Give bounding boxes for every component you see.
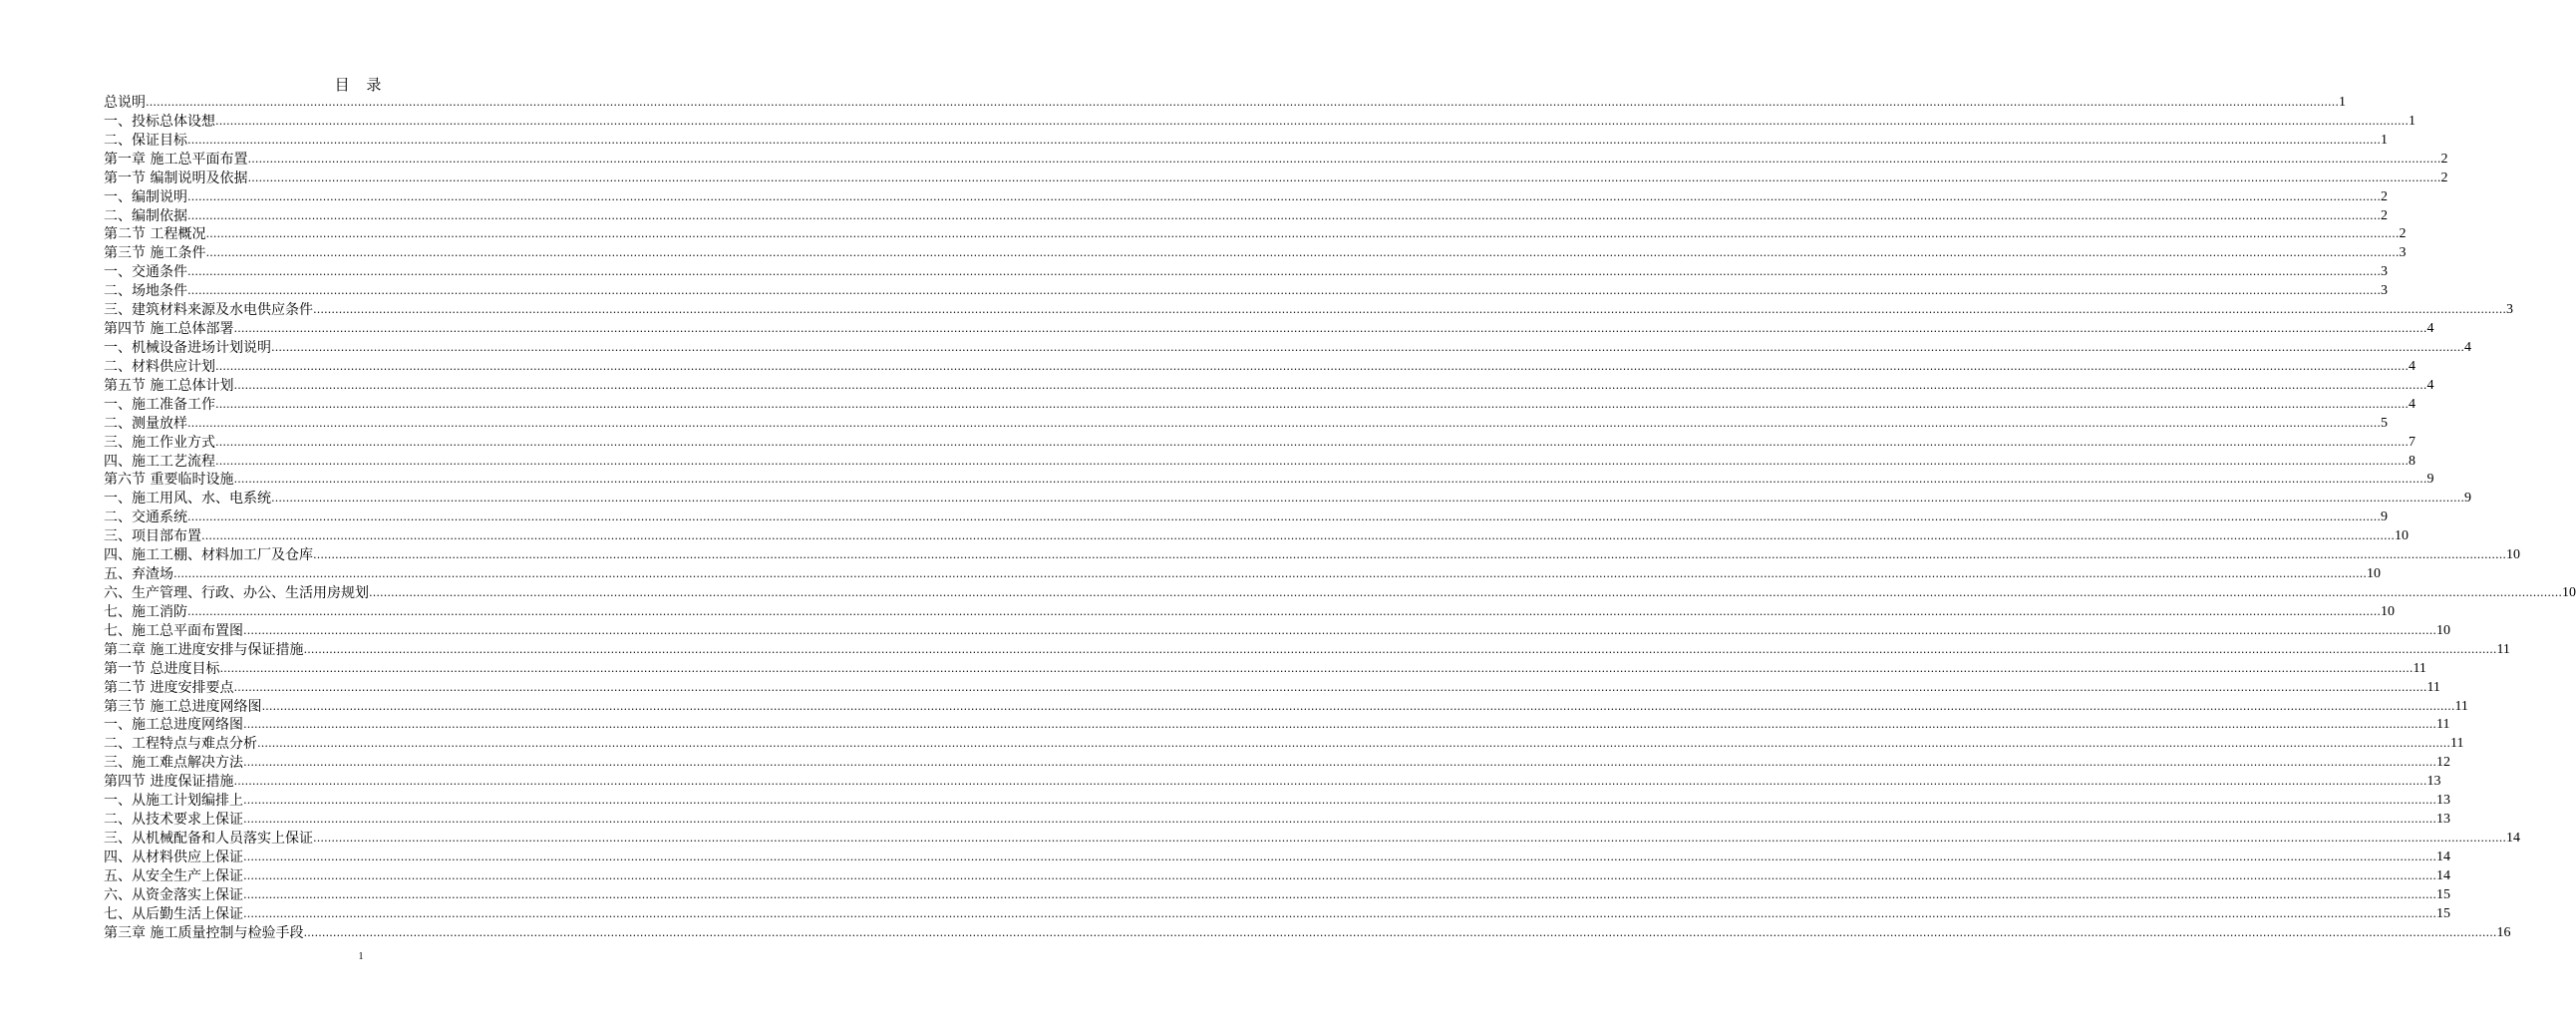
toc-entry-page: 15 — [2436, 905, 2450, 921]
toc-leader-dots: …………………………………………………………………………………………………………………………………………………………………………………………………………………………………………………………………………………………………………………………………………………………………………………………………………………………………………………………………………………………………………………………………………………… — [243, 623, 2436, 637]
toc-entry[interactable] — [104, 660, 2426, 679]
toc-entry-title: 第四节 施工总体部署 — [104, 321, 234, 338]
toc-leader-dots: …………………………………………………………………………………………………………………………………………………………………………………………………………………………………………………………………………………………………………………………………………………………………………………………………………………………………………………………………………………………………………………………………………………… — [247, 170, 2441, 184]
toc-entry-page: 4 — [2464, 339, 2471, 355]
toc-leader-dots: …………………………………………………………………………………………………………………………………………………………………………………………………………………………………………………………………………………………………………………………………………………………………………………………………………………………………………………………………………………………………………………………………………………… — [313, 303, 2506, 317]
toc-entry-title: 三、施工难点解决方法 — [104, 755, 243, 772]
toc-entry-page: 10 — [2381, 603, 2395, 619]
toc-entry-title: 七、从后勤生活上保证 — [104, 905, 243, 922]
toc-entry[interactable] — [104, 94, 2346, 113]
toc-entry[interactable] — [104, 754, 2450, 773]
toc-entry[interactable] — [104, 415, 2388, 434]
toc-entry[interactable] — [104, 584, 2576, 603]
toc-leader-dots: …………………………………………………………………………………………………………………………………………………………………………………………………………………………………………………………………………………………………………………………………………………………………………………………………………………………………………………………………………………………………………………………………………………… — [173, 567, 2367, 581]
toc-entry-title: 第五节 施工总体计划 — [104, 377, 234, 394]
toc-entry-title: 七、施工总平面布置图 — [104, 622, 243, 639]
toc-entry-title: 第二章 施工进度安排与保证措施 — [104, 641, 304, 658]
toc-entry[interactable] — [104, 849, 2450, 867]
toc-leader-dots: …………………………………………………………………………………………………………………………………………………………………………………………………………………………………………………………………………………………………………………………………………………………………………………………………………………………………………………………………………………………………………………………………………………… — [313, 831, 2506, 845]
toc-entry[interactable] — [104, 320, 2434, 339]
toc-leader-dots: …………………………………………………………………………………………………………………………………………………………………………………………………………………………………………………………………………………………………………………………………………………………………………………………………………………………………………………………………………………………………………………………………………………… — [187, 604, 2381, 618]
toc-entry-page: 10 — [2562, 584, 2576, 600]
toc-entry-title: 第二节 工程概况 — [104, 226, 206, 243]
toc-entry[interactable] — [104, 773, 2441, 792]
toc-entry-title: 第一节 总进度目标 — [104, 660, 220, 677]
toc-leader-dots: …………………………………………………………………………………………………………………………………………………………………………………………………………………………………………………………………………………………………………………………………………………………………………………………………………………………………………………………………………………………………………………………………………………… — [187, 265, 2381, 279]
toc-entry-title: 第三节 施工总进度网络图 — [104, 698, 262, 715]
toc-leader-dots: …………………………………………………………………………………………………………………………………………………………………………………………………………………………………………………………………………………………………………………………………………………………………………………………………………………………………………………………………………………………………………………………………………………… — [215, 397, 2409, 411]
toc-entry-title: 六、生产管理、行政、办公、生活用房规划 — [104, 584, 369, 601]
toc-entry-page: 2 — [2399, 226, 2407, 242]
toc-leader-dots: …………………………………………………………………………………………………………………………………………………………………………………………………………………………………………………………………………………………………………………………………………………………………………………………………………………………………………………………………………………………………………………………………………………… — [187, 189, 2381, 203]
toc-leader-dots: …………………………………………………………………………………………………………………………………………………………………………………………………………………………………………………………………………………………………………………………………………………………………………………………………………………………………………………………………………………………………………………………………………………… — [271, 492, 2464, 506]
toc-entry[interactable] — [104, 811, 2450, 830]
toc-entry-page: 11 — [2496, 641, 2510, 657]
toc-entry[interactable] — [104, 527, 2409, 546]
toc-entry[interactable] — [104, 867, 2450, 886]
toc-leader-dots: …………………………………………………………………………………………………………………………………………………………………………………………………………………………………………………………………………………………………………………………………………………………………………………………………………………………………………………………………………………………………………………………………………………… — [215, 435, 2409, 449]
toc-entry-page: 3 — [2381, 264, 2388, 280]
toc-entry-page: 10 — [2436, 622, 2450, 638]
toc-leader-dots: …………………………………………………………………………………………………………………………………………………………………………………………………………………………………………………………………………………………………………………………………………………………………………………………………………………………………………………………………………………………………………………………………………………… — [219, 661, 2414, 675]
toc-entry[interactable] — [104, 565, 2381, 584]
toc-entry[interactable] — [104, 509, 2388, 527]
toc-entry-page: 2 — [2440, 151, 2448, 167]
toc-entry-title: 三、从机械配备和人员落实上保证 — [104, 830, 313, 847]
toc-entry[interactable] — [104, 188, 2388, 207]
toc-leader-dots: …………………………………………………………………………………………………………………………………………………………………………………………………………………………………………………………………………………………………………………………………………………………………………………………………………………………………………………………………………………………………………………………………………………… — [215, 454, 2409, 468]
toc-entry-page: 14 — [2436, 849, 2450, 864]
toc-entry-page: 2 — [2381, 188, 2388, 204]
toc-entry-page: 3 — [2381, 283, 2388, 299]
toc-entry-title: 第六节 重要临时设施 — [104, 472, 234, 489]
toc-entry[interactable] — [104, 225, 2407, 244]
toc-entry-title: 一、投标总体设想 — [104, 113, 215, 130]
toc-entry-page: 13 — [2436, 793, 2450, 809]
toc-entry[interactable] — [104, 282, 2388, 301]
toc-entry-title: 一、施工准备工作 — [104, 396, 215, 413]
toc-leader-dots: …………………………………………………………………………………………………………………………………………………………………………………………………………………………………………………………………………………………………………………………………………………………………………………………………………………………………………………………………………………………………………………………………………………… — [187, 284, 2381, 298]
toc-leader-dots: …………………………………………………………………………………………………………………………………………………………………………………………………………………………………………………………………………………………………………………………………………………………………………………………………………………………………………………………………………………………………………………………………………………… — [369, 585, 2562, 599]
toc-leader-dots: …………………………………………………………………………………………………………………………………………………………………………………………………………………………………………………………………………………………………………………………………………………………………………………………………………………………………………………………………………………………………………………………………………………… — [271, 340, 2464, 354]
toc-title: 目 录 — [334, 76, 388, 94]
toc-entry-title: 一、施工总进度网络图 — [104, 717, 243, 734]
toc-entry-title: 第一章 施工总平面布置 — [104, 151, 248, 168]
toc-entry-page: 7 — [2409, 434, 2415, 450]
toc-entry-title: 二、材料供应计划 — [104, 358, 215, 375]
toc-entry[interactable] — [104, 377, 2434, 396]
toc-leader-dots: …………………………………………………………………………………………………………………………………………………………………………………………………………………………………………………………………………………………………………………………………………………………………………………………………………………………………………………………………………………………………………………………………………………… — [146, 96, 2339, 109]
toc-entry-page: 1 — [2409, 113, 2415, 129]
toc-entry[interactable] — [104, 490, 2471, 509]
toc-entry-title: 二、保证目标 — [104, 132, 187, 149]
toc-entry-page: 14 — [2436, 867, 2450, 883]
toc-entry-page: 1 — [2381, 132, 2388, 148]
toc-entry-page: 10 — [2395, 528, 2409, 544]
toc-entry-page: 11 — [2454, 698, 2468, 714]
toc-entry-title: 一、从施工计划编排上 — [104, 793, 243, 810]
toc-entry[interactable] — [104, 358, 2415, 377]
toc-entry-title: 二、测量放样 — [104, 415, 187, 432]
toc-leader-dots: …………………………………………………………………………………………………………………………………………………………………………………………………………………………………………………………………………………………………………………………………………………………………………………………………………………………………………………………………………………………………………………………………………………… — [233, 378, 2427, 392]
toc-leader-dots: …………………………………………………………………………………………………………………………………………………………………………………………………………………………………………………………………………………………………………………………………………………………………………………………………………………………………………………………………………………………………………………………………………………… — [257, 737, 2450, 751]
toc-entry[interactable] — [104, 132, 2388, 151]
toc-entry-page: 9 — [2426, 472, 2434, 488]
toc-entry[interactable] — [104, 170, 2448, 188]
toc-entry-title: 三、施工作业方式 — [104, 434, 215, 451]
toc-leader-dots: …………………………………………………………………………………………………………………………………………………………………………………………………………………………………………………………………………………………………………………………………………………………………………………………………………………………………………………………………………………………………………………………………………………… — [233, 680, 2427, 694]
toc-leader-dots: …………………………………………………………………………………………………………………………………………………………………………………………………………………………………………………………………………………………………………………………………………………………………………………………………………………………………………………………………………………………………………………………………………………… — [233, 473, 2427, 487]
toc-entry-page: 10 — [2367, 566, 2381, 582]
toc-entry[interactable] — [104, 151, 2448, 170]
toc-leader-dots: …………………………………………………………………………………………………………………………………………………………………………………………………………………………………………………………………………………………………………………………………………………………………………………………………………………………………………………………………………………………………………………………………………………… — [187, 416, 2381, 430]
toc-entry-title: 四、施工工艺流程 — [104, 453, 215, 470]
toc-entry-page: 9 — [2464, 491, 2471, 507]
toc-leader-dots: …………………………………………………………………………………………………………………………………………………………………………………………………………………………………………………………………………………………………………………………………………………………………………………………………………………………………………………………………………………………………………………………………………………… — [303, 642, 2497, 656]
toc-entry-page: 1 — [2339, 95, 2346, 110]
toc-entry-page: 4 — [2409, 358, 2415, 374]
toc-entry[interactable] — [104, 735, 2464, 754]
toc-leader-dots: …………………………………………………………………………………………………………………………………………………………………………………………………………………………………………………………………………………………………………………………………………………………………………………………………………………………………………………………………………………………………………………………………………………… — [215, 114, 2409, 128]
toc-entry[interactable] — [104, 339, 2471, 358]
toc-entry[interactable] — [104, 641, 2510, 660]
toc-entry-title: 二、编制依据 — [104, 207, 187, 224]
toc-entry[interactable] — [104, 905, 2450, 924]
toc-leader-dots: …………………………………………………………………………………………………………………………………………………………………………………………………………………………………………………………………………………………………………………………………………………………………………………………………………………………………………………………………………………………………………………………………………………… — [243, 794, 2436, 808]
toc-entry-page: 11 — [2413, 660, 2426, 676]
toc-entry-title: 四、从材料供应上保证 — [104, 849, 243, 865]
table-of-contents — [104, 94, 2576, 942]
toc-entry-page: 10 — [2506, 547, 2520, 563]
toc-entry-title: 第一节 编制说明及依据 — [104, 170, 248, 186]
toc-entry[interactable] — [104, 301, 2513, 320]
toc-entry-page: 13 — [2436, 812, 2450, 828]
toc-entry-title: 五、从安全生产上保证 — [104, 867, 243, 884]
toc-leader-dots: …………………………………………………………………………………………………………………………………………………………………………………………………………………………………………………………………………………………………………………………………………………………………………………………………………………………………………………………………………………………………………………………………………………… — [187, 510, 2381, 524]
toc-entry-page: 11 — [2426, 679, 2440, 695]
toc-entry-title: 二、工程特点与难点分析 — [104, 736, 257, 753]
toc-entry-title: 二、场地条件 — [104, 283, 187, 300]
toc-entry-page: 15 — [2436, 886, 2450, 902]
toc-entry-page: 3 — [2506, 302, 2513, 318]
toc-leader-dots: …………………………………………………………………………………………………………………………………………………………………………………………………………………………………………………………………………………………………………………………………………………………………………………………………………………………………………………………………………………………………………………………………………………… — [215, 359, 2409, 373]
toc-entry[interactable] — [104, 679, 2440, 698]
toc-entry-title: 一、交通条件 — [104, 264, 187, 281]
toc-leader-dots: …………………………………………………………………………………………………………………………………………………………………………………………………………………………………………………………………………………………………………………………………………………………………………………………………………………………………………………………………………………………………………………………………………………… — [187, 133, 2381, 147]
toc-leader-dots: …………………………………………………………………………………………………………………………………………………………………………………………………………………………………………………………………………………………………………………………………………………………………………………………………………………………………………………………………………………………………………………………………………………… — [233, 322, 2427, 336]
toc-entry-page: 4 — [2409, 396, 2415, 412]
toc-entry-title: 三、建筑材料来源及水电供应条件 — [104, 302, 313, 319]
toc-entry[interactable] — [104, 830, 2520, 849]
toc-entry-page: 5 — [2381, 415, 2388, 431]
toc-leader-dots: …………………………………………………………………………………………………………………………………………………………………………………………………………………………………………………………………………………………………………………………………………………………………………………………………………………………………………………………………………………………………………………………………………………… — [243, 813, 2436, 827]
toc-leader-dots: …………………………………………………………………………………………………………………………………………………………………………………………………………………………………………………………………………………………………………………………………………………………………………………………………………………………………………………………………………………………………………………………………………………… — [243, 718, 2436, 732]
toc-entry-title: 五、弃渣场 — [104, 566, 173, 583]
toc-leader-dots: …………………………………………………………………………………………………………………………………………………………………………………………………………………………………………………………………………………………………………………………………………………………………………………………………………………………………………………………………………………………………………………………………………………… — [243, 850, 2436, 863]
toc-entry-page: 12 — [2436, 755, 2450, 771]
toc-entry-title: 一、机械设备进场计划说明 — [104, 339, 271, 356]
toc-entry-title: 第三章 施工质量控制与检验手段 — [104, 924, 304, 941]
toc-entry-page: 16 — [2496, 924, 2511, 940]
toc-entry-page: 2 — [2440, 170, 2448, 185]
toc-entry-page: 8 — [2409, 453, 2415, 469]
toc-leader-dots: …………………………………………………………………………………………………………………………………………………………………………………………………………………………………………………………………………………………………………………………………………………………………………………………………………………………………………………………………………………………………………………………………………………… — [205, 246, 2400, 260]
toc-entry[interactable] — [104, 792, 2450, 811]
toc-leader-dots: …………………………………………………………………………………………………………………………………………………………………………………………………………………………………………………………………………………………………………………………………………………………………………………………………………………………………………………………………………………………………………………………………………………… — [243, 887, 2436, 901]
toc-entry[interactable] — [104, 546, 2520, 565]
toc-entry-page: 11 — [2436, 717, 2450, 733]
toc-leader-dots: …………………………………………………………………………………………………………………………………………………………………………………………………………………………………………………………………………………………………………………………………………………………………………………………………………………………………………………………………………………………………………………………………………………… — [187, 208, 2381, 222]
toc-leader-dots: …………………………………………………………………………………………………………………………………………………………………………………………………………………………………………………………………………………………………………………………………………………………………………………………………………………………………………………………………………………………………………………………………………………… — [243, 906, 2436, 920]
toc-leader-dots: …………………………………………………………………………………………………………………………………………………………………………………………………………………………………………………………………………………………………………………………………………………………………………………………………………………………………………………………………………………………………………………………………………………… — [205, 227, 2400, 241]
toc-entry[interactable] — [104, 886, 2450, 905]
toc-leader-dots: …………………………………………………………………………………………………………………………………………………………………………………………………………………………………………………………………………………………………………………………………………………………………………………………………………………………………………………………………………………………………………………………………………………… — [247, 152, 2441, 166]
page-number: 1 — [358, 951, 364, 962]
toc-entry-title: 第二节 进度安排要点 — [104, 679, 234, 696]
toc-entry[interactable] — [104, 113, 2415, 132]
toc-entry[interactable] — [104, 924, 2511, 943]
toc-entry[interactable] — [104, 434, 2415, 453]
toc-entry-title: 一、编制说明 — [104, 188, 187, 205]
toc-entry-page: 4 — [2426, 377, 2434, 393]
toc-entry-page: 3 — [2399, 245, 2407, 261]
toc-entry[interactable] — [104, 396, 2415, 415]
toc-entry-title: 一、施工用风、水、电系统 — [104, 491, 271, 508]
toc-entry-page: 14 — [2506, 830, 2520, 846]
toc-entry-title: 第三节 施工条件 — [104, 245, 206, 262]
toc-entry-title: 三、项目部布置 — [104, 528, 201, 545]
toc-entry[interactable] — [104, 603, 2395, 622]
toc-leader-dots: …………………………………………………………………………………………………………………………………………………………………………………………………………………………………………………………………………………………………………………………………………………………………………………………………………………………………………………………………………………………………………………………………………………… — [233, 775, 2427, 789]
toc-entry-title: 七、施工消防 — [104, 603, 187, 620]
toc-leader-dots: …………………………………………………………………………………………………………………………………………………………………………………………………………………………………………………………………………………………………………………………………………………………………………………………………………………………………………………………………………………………………………………………………………………… — [243, 756, 2436, 770]
toc-leader-dots: …………………………………………………………………………………………………………………………………………………………………………………………………………………………………………………………………………………………………………………………………………………………………………………………………………………………………………………………………………………………………………………………………………………… — [261, 699, 2455, 713]
toc-entry[interactable] — [104, 453, 2415, 472]
toc-leader-dots: …………………………………………………………………………………………………………………………………………………………………………………………………………………………………………………………………………………………………………………………………………………………………………………………………………………………………………………………………………………………………………………………………………………… — [303, 925, 2497, 939]
toc-entry[interactable] — [104, 207, 2388, 226]
toc-entry-title: 总说明 — [104, 95, 146, 111]
toc-leader-dots: …………………………………………………………………………………………………………………………………………………………………………………………………………………………………………………………………………………………………………………………………………………………………………………………………………………………………………………………………………………………………………………………………………………… — [313, 548, 2506, 562]
toc-entry-title: 二、从技术要求上保证 — [104, 812, 243, 829]
toc-entry[interactable] — [104, 471, 2434, 490]
toc-entry[interactable] — [104, 698, 2468, 717]
toc-entry-page: 11 — [2450, 736, 2464, 752]
toc-leader-dots: …………………………………………………………………………………………………………………………………………………………………………………………………………………………………………………………………………………………………………………………………………………………………………………………………………………………………………………………………………………………………………………………………………………… — [201, 529, 2395, 543]
toc-entry-page: 4 — [2426, 321, 2434, 337]
toc-entry-page: 9 — [2381, 510, 2388, 525]
toc-entry-page: 13 — [2426, 774, 2441, 790]
toc-leader-dots: …………………………………………………………………………………………………………………………………………………………………………………………………………………………………………………………………………………………………………………………………………………………………………………………………………………………………………………………………………………………………………………………………………………… — [243, 868, 2436, 882]
toc-entry[interactable] — [104, 244, 2407, 263]
toc-entry-page: 2 — [2381, 207, 2388, 223]
toc-entry[interactable] — [104, 716, 2450, 735]
toc-entry-title: 四、施工工棚、材料加工厂及仓库 — [104, 547, 313, 564]
toc-entry[interactable] — [104, 622, 2450, 641]
toc-entry-title: 第四节 进度保证措施 — [104, 774, 234, 791]
toc-entry-title: 六、从资金落实上保证 — [104, 886, 243, 903]
toc-entry-title: 二、交通系统 — [104, 510, 187, 526]
toc-entry[interactable] — [104, 263, 2388, 282]
